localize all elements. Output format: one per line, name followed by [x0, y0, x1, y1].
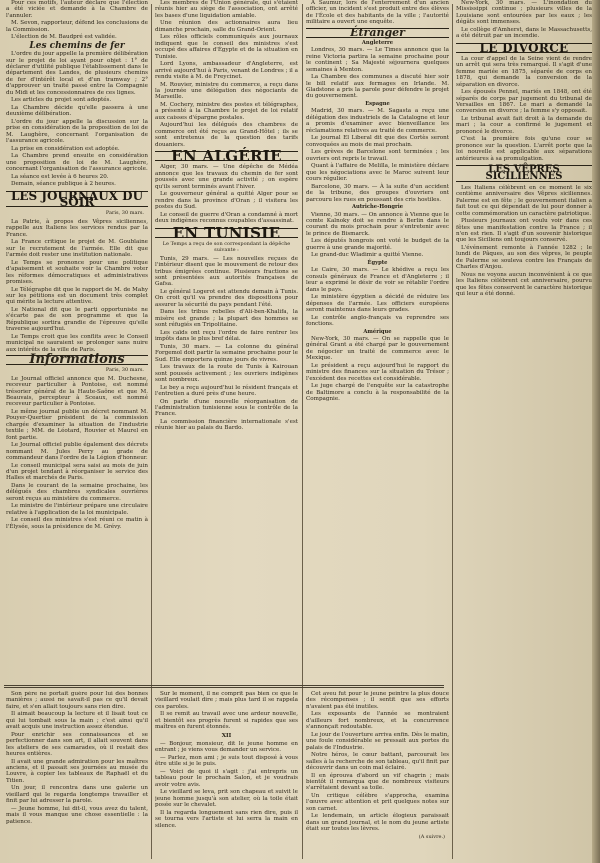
section-heading-tunisie: EN TUNISIE [155, 228, 298, 238]
dateline: Paris, 30 mars. [105, 210, 144, 217]
paragraph: Demain, séance publique à 2 heures. [11, 181, 116, 188]
paragraph: New-York, 30 mars. — L'inondation du Mississippi continue ; plusieurs villes de la Louisiane sont entourées par les eaux ; les dégâts sont immenses. [456, 0, 592, 26]
paragraph: Il aimait beaucoup la lecture et il lisait tout ce qui lui tombait sous la main ; c'est ainsi qu'il avait acquis une instruction assez étendue. [6, 711, 148, 731]
paragraph: Les membres de l'Union générale, qui s'étaient réunis hier au siège de l'association, ont arrêté les bases d'une liquidation amiable. [155, 0, 298, 19]
paragraph: Aujourd'hui les délégués des chambres de commerce ont été reçus au Grand-Hôtel ; ils se sont entretenus de la question des tarifs douaniers. [155, 122, 298, 148]
column-rule [151, 4, 152, 859]
paragraph: L'élection de M. Baudpré est validée. [11, 34, 117, 41]
paragraph: Le juge chargé de l'enquête sur la catastrophe de Baltimore a conclu à la responsabilité de la Compagnie. [306, 383, 449, 402]
paragraph: M. Sevon, rapporteur, défend les conclusions de la Commission. [6, 20, 148, 33]
paragraph: Alger, 30 mars. — Une dépêche de Médéa annonce que les travaux du chemin de fer sont poussés avec une grande activité ; on espère qu'ils seront terminés avant l'hiver. [155, 164, 298, 190]
paragraph: New-York, 30 mars. — On se rappelle que le général Grant a été chargé par le gouvernement de négocier un traité de commerce avec le Mexique. [306, 335, 449, 362]
paragraph: M. Cochery, ministre des postes et télégraphes, a présenté à la Chambre le projet de loi relatif aux caisses d'épargne postales. [155, 102, 298, 121]
paragraph: Madrid, 30 mars. — M. Sagasta a reçu une délégation des industriels de la Catalogne et leur a promis d'examiner avec bienveillance les réclamations relatives au traité de commerce. [306, 108, 449, 134]
region-heading: Autriche-Hongrie [351, 204, 404, 211]
paragraph: La Chambre des communes a discuté hier soir le bill relatif aux fermages en Irlande. M. Gladstone a pris la parole pour défendre le projet du gouvernement. [306, 74, 449, 100]
paragraph: Le National dit que le parti opportuniste ne s'écarte pas de son programme et que la République sortira grandie de l'épreuve qu'elle traverse aujourd'hui. [6, 306, 148, 333]
paragraph: À Saumur, lors de l'enterrement d'un ancien officier, un incident s'est produit entre des élèves de l'École et des habitants de la ville ; l'autorité militaire a ouvert une enquête. [306, 0, 449, 26]
paragraph: Il la regarda longuement sans rien dire, puis il se tourna vers l'artiste et lui serra la main en silence. [155, 809, 298, 829]
paragraph: La séance est levée à 6 heures 20. [11, 173, 109, 180]
paragraph: Les députés hongrois ont voté le budget de la guerre à une grande majorité. [306, 238, 449, 251]
section-heading-journaux: LES JOURNAUX DU SOIR [6, 191, 148, 208]
paragraph: On parle d'une nouvelle réorganisation de l'administration tunisienne sous le contrôle de la France. [155, 398, 298, 418]
paragraph: Sur le moment, il ne comprit pas bien ce que le vieillard voulait dire ; mais plus tard il se rappela ces paroles. [155, 691, 298, 710]
paragraph: Les épousés Pennel, mariés en 1848, ont été séparés de corps par jugement du tribunal de Versailles en 1867. Le mari a demandé la conversion en divorce ; la femme s'y opposait. [456, 89, 592, 115]
paragraph: — Bonjour, monsieur, dit le jeune homme en entrant ; je viens vous demander un service. [155, 741, 298, 754]
paragraph: Notre héros, le cœur battant, parcourait les salles à la recherche de son tableau, qu'il finit par découvrir dans un coin mal éclairé. [306, 752, 449, 772]
feuilleton-rule [4, 687, 444, 688]
paragraph: Pour ces motifs, l'auteur déclare que l'élection a été viciée et demande à la Chambre de l'annuler. [6, 0, 148, 19]
paragraph: Un jour, il rencontra dans une galerie un vieillard qui le regarda longtemps travailler et finit par lui adresser la parole. [6, 785, 148, 805]
paragraph: Le Télégraphe dit que le rapport de M. de Mahy sur les pétitions est un document très complet qui mérite la lecture attentive. [6, 286, 148, 306]
paragraph: Le président a reçu aujourd'hui le rapport du ministre des finances sur la situation du Trésor ; l'excédent des recettes est considérable. [306, 362, 449, 382]
region-heading: Amérique [363, 328, 392, 335]
paragraph: Pour enrichir ses connaissances et se perfectionner dans son art, il allait souvent dans les ateliers de ses camarades, où il restait des heures entières. [6, 731, 148, 758]
paragraph: — Parlez, mon ami ; je suis tout disposé à vous être utile si je le puis. [155, 755, 298, 768]
feuilleton-rule [4, 685, 444, 686]
paragraph: Le journal El Liberal dit que des Cortès seront convoquées au mois de mai prochain. [306, 135, 449, 148]
section-heading-informations: Informations [6, 355, 148, 365]
region-heading: Espagne [365, 101, 390, 108]
paragraph: Londres, 30 mars. — Le Times annonce que la reine Victoria partira la semaine prochaine pour le continent ; Sa Majesté séjournera quelques semaines à Menton. [306, 47, 449, 73]
paragraph: Le jour de l'ouverture arriva enfin. Dès le matin, une foule considérable se pressait aux portes du palais de l'Industrie. [306, 731, 449, 751]
paragraph: Le tribunal avait fait droit à la demande du mari ; la cour a confirmé le jugement et prononcé le divorce. [456, 116, 592, 135]
column-4 [456, 0, 592, 855]
paragraph: Les caïds ont reçu l'ordre de faire rentrer les impôts dans le plus bref délai. [155, 329, 298, 343]
paragraph: Dans les tribus rebelles d'Ali-ben-Khalifa, la misère est grande ; la plupart des hommes se sont réfugiés en Tripolitaine. [155, 309, 298, 329]
paragraph: Le contrôle anglo-français va reprendre ses fonctions. [306, 314, 449, 327]
paragraph: Il se remit au travail avec une ardeur nouvelle, et bientôt ses progrès furent si rapides que ses maîtres en furent étonnés. [155, 711, 298, 731]
column-2 [155, 0, 298, 684]
section-heading-algerie: EN ALGÉRIE [155, 151, 298, 161]
paragraph: Il en éprouva d'abord un vif chagrin ; mais bientôt il remarqua que de nombreux visiteurs s'arrêtaient devant sa toile. [306, 772, 449, 792]
paragraph: Le lendemain, un article élogieux paraissait dans un grand journal, et le nom du jeune artiste était sur toutes les lèvres. [306, 813, 449, 833]
paragraph: Le Caire, 30 mars. — Le khédive a reçu les consuls généraux de France et d'Angleterre ; il leur a exprimé le désir de voir se rétablir l'ordre dans le pays. [306, 267, 449, 293]
paragraph: Nous ne voyons aucun inconvénient à ce que les Italiens célèbrent cet anniversaire, pourvu que les fêtes conservent le caractère historique qui leur a été donné. [456, 271, 592, 297]
dateline: Paris, 30 mars. [105, 367, 144, 374]
column-3 [306, 0, 449, 684]
paragraph: Le Temps se prononce pour une politique d'apaisement et souhaite voir la Chambre voter les réformes démocratiques et administratives promises. [6, 259, 148, 285]
paragraph: Le collège d'Amherst, dans le Massachusetts, a été détruit par un incendie. [456, 26, 592, 40]
paragraph: — Voici de quoi il s'agit : j'ai entrepris un tableau pour le prochain Salon, et je voudrais avoir votre avis. [155, 769, 298, 788]
paragraph: Le conseil municipal sera saisi au mois de juin d'un projet tendant à réorganiser le service des Halles et marchés de Paris. [6, 462, 148, 482]
paragraph: Les grèves de Barcelone sont terminées ; les ouvriers ont repris le travail. [306, 149, 449, 162]
paragraph: L'ordre du jour appelle la première délibération sur le projet de loi ayant pour objet : 1° de déclarer d'utilité publique l'établissement dans le département des Landes, de plusieurs chemins de fer d'intérêt local et d'un tramway ; 2° d'approuver un traité passé entre la Compagnie du Midi et les concessionnaires de ces lignes. [6, 51, 148, 96]
paragraph: La Chambre décide qu'elle passera à une deuxième délibération. [6, 104, 148, 118]
region-heading: Égypte [367, 259, 388, 266]
paragraph: La France critique le projet de M. Goublaine sur le recrutement de l'armée. Elle dit que l'armée doit rester une institution nationale. [6, 239, 148, 259]
paragraph: La Patrie, à propos des Vêpres siciliennes, rappelle aux Italiens les services rendus par la France. [6, 218, 148, 238]
paragraph: Les travaux de la route de Tunis à Kairouan sont poussés activement ; les ouvriers indigènes sont nombreux. [155, 364, 298, 383]
paragraph: Dans le courant de la semaine prochaine, les délégués des chambres syndicales ouvrières seront reçus au ministère du commerce. [6, 483, 148, 502]
paragraph: Le général Logerot est attendu demain à Tunis. On croit qu'il va prendre des dispositions pour assurer la sécurité du pays pendant l'été. [155, 288, 298, 308]
feuilleton-column-1 [6, 691, 148, 859]
paragraph: Le bey a reçu aujourd'hui le résident français et l'entretien a duré près d'une heure. [155, 384, 298, 397]
paragraph: La prise en considération est adoptée. [11, 145, 120, 152]
paragraph: Quant à l'affaire de Melilla, le ministère déclare que les négociations avec le Maroc suivent leur cours régulier. [306, 163, 449, 183]
subheading: Le Temps a reçu de son correspondant la dépêche suivante : [162, 240, 291, 254]
paragraph: Le ministre de l'intérieur prépare une circulaire relative à l'application de la loi municipale. [6, 503, 148, 516]
paragraph: Le gouverneur général a quitté Alger pour se rendre dans la province d'Oran ; il visitera les postes du Sud. [155, 191, 298, 211]
paragraph: Tunis, 30 mars. — La colonne du général Forgemol doit partir la semaine prochaine pour le Sud. Elle emportera quinze jours de vivres. [155, 343, 298, 363]
paragraph: La Chambre prend ensuite en considération une proposition de loi de M. Laughère, concernant l'organisation de l'assurance agricole. [6, 153, 148, 173]
paragraph: Les exposants de l'année se montraient d'ailleurs fort nombreux, et la concurrence s'annonçait redoutable. [306, 711, 449, 731]
paragraph: Les rôles officiels communiqués aux journaux indiquent que le conseil des ministres s'est occupé des affaires d'Égypte et de la situation en Tunisie. [155, 34, 298, 60]
paragraph: Plusieurs journaux ont voulu voir dans ces fêtes une manifestation contre la France ; il n'en est rien. Il s'agit d'un souvenir historique que les Siciliens ont toujours conservé. [456, 218, 592, 244]
paragraph: La cour d'appel de la Seine vient de rendre un arrêt qui sera très remarqué. Il s'agit d'une femme mariée en 1875, séparée de corps en 1878, qui demande la conversion de la séparation en divorce. [456, 56, 592, 88]
paragraph: Les articles du projet sont adoptés. [11, 97, 112, 104]
page-binding-edge [592, 0, 600, 863]
column-rule [302, 4, 303, 859]
paragraph: Le même journal publie un décret nommant M. Pouyer-Quertier président de la commission chargée d'examiner la situation de l'industrie textile ; MM. de Léotard, Rouvier et Maurel en font partie. [6, 408, 148, 441]
region-heading: Angleterre [361, 40, 394, 47]
chapter-number: XII [221, 732, 232, 739]
paragraph: Le conseil de guerre d'Oran a condamné à mort deux indigènes reconnus coupables d'assassinat. [155, 211, 298, 225]
paragraph: Le vieillard se leva, prit son chapeau et suivit le jeune homme jusqu'à son atelier, où la toile était posée sur le chevalet. [155, 789, 298, 809]
paragraph: Vienne, 30 mars. — On annonce à Vienne que le comte Kalnoky doit se rendre à Berlin dans le courant du mois prochain pour s'entretenir avec le prince de Bismarck. [306, 211, 449, 237]
paragraph: — Jeune homme, lui dit-il, vous avez du talent, mais il vous manque une chose essentielle : la patience. [6, 805, 148, 825]
paragraph: Un critique célèbre s'approcha, examina l'œuvre avec attention et prit quelques notes sur son carnet. [306, 793, 449, 812]
section-heading-chemins: Les chemins de fer [29, 40, 125, 51]
section-heading-etranger: Étranger [306, 28, 449, 38]
paragraph: Les Italiens célèbrent en ce moment le six centième anniversaire des Vêpres siciliennes. Palerme est en fête ; le gouvernement italien a fait tout ce qui dépendait de lui pour donner à cette commémoration un caractère patriotique. [456, 184, 592, 217]
paragraph: Cet aveu fut pour le jeune peintre la plus douce des récompenses ; il sentit que ses efforts n'avaient pas été inutiles. [306, 691, 449, 710]
paragraph: Le ministère égyptien a décidé de réduire les dépenses de l'armée. Les officiers européens seront maintenus dans leurs grades. [306, 294, 449, 313]
column-rule [452, 4, 453, 859]
section-heading-divorce: LE DIVORCE [456, 43, 592, 53]
paragraph: Tunis, 29 mars. — Les nouvelles reçues de l'intérieur disent que le mouvement de retour des tribus émigrées continue. Plusieurs fractions se sont présentées aux autorités françaises de Gafsa. [155, 255, 298, 288]
paragraph: M. Rouvier, ministre du commerce, a reçu dans la journée une délégation des négociants de Marseille. [155, 81, 298, 101]
paragraph: La commission financière internationale s'est réunie hier au palais du Bardo. [155, 418, 298, 432]
feuilleton-column-2 [155, 691, 298, 859]
paragraph: Le Journal officiel publie également des décrets nommant M. Jules Perry au grade de commandeur dans l'ordre de la Légion d'honneur. [6, 442, 148, 461]
paragraph: Barcelone, 30 mars. — À la suite d'un accident de la tribune, des groupes d'ouvriers ont parcouru les rues en poussant des cris hostiles. [306, 183, 449, 203]
paragraph: Lord Lyons, ambassadeur d'Angleterre, est arrivé aujourd'hui à Paris, venant de Londres ; il a rendu visite à M. de Freycinet. [155, 61, 298, 81]
section-heading-vepres: LES VÊPRES SICILIENNES [456, 165, 592, 182]
paragraph: Une réunion des actionnaires aura lieu dimanche prochain, salle du Grand-Orient. [155, 20, 298, 33]
paragraph: Il avait une grande admiration pour les maîtres anciens, et il passait ses journées au musée du Louvre, à copier les tableaux de Raphaël et du Titien. [6, 758, 148, 784]
column-1 [6, 0, 148, 684]
paragraph: L'ordre du jour appelle la discussion sur la prise en considération de la proposition de loi de M. Laughère, concernant l'organisation de l'assurance agricole. [6, 118, 148, 145]
paragraph: Le Journal officiel annonce que M. Duchesne, receveur particulier à Pontoise, est nommé trésorier général de la Haute-Saône et que M. Beauvais, percepteur à Sceaux, est nommé receveur particulier à Pontoise. [6, 375, 148, 408]
paragraph: Le Temps croit que les conflits avec le Conseil municipal ne sauraient se prolonger sans nuire aux intérêts de la ville de Paris. [6, 333, 148, 353]
to-be-continued: (A suivre.) [418, 833, 445, 840]
paragraph: L'événement remonte à l'année 1282 ; le lundi de Pâques, au son des vêpres, le peuple de Palerme se souleva contre les Français de Charles d'Anjou. [456, 244, 592, 271]
paragraph: Son père ne portait guère pour lui des bonnes manières ; aussi ne savait-il pas ce qu'il devait faire, et s'en allait toujours sans rien dire. [6, 691, 148, 710]
feuilleton-column-3 [306, 691, 449, 859]
paragraph: Le grand-duc Wladimir a quitté Vienne. [311, 252, 424, 259]
paragraph: C'est la première fois qu'une cour se prononce sur la question. L'arrêt porte que la loi nouvelle est applicable aux séparations antérieures à sa promulgation. [456, 136, 592, 162]
paragraph: Le conseil des ministres s'est réuni ce matin à l'Élysée, sous la présidence de M. Grévy. [6, 517, 148, 530]
